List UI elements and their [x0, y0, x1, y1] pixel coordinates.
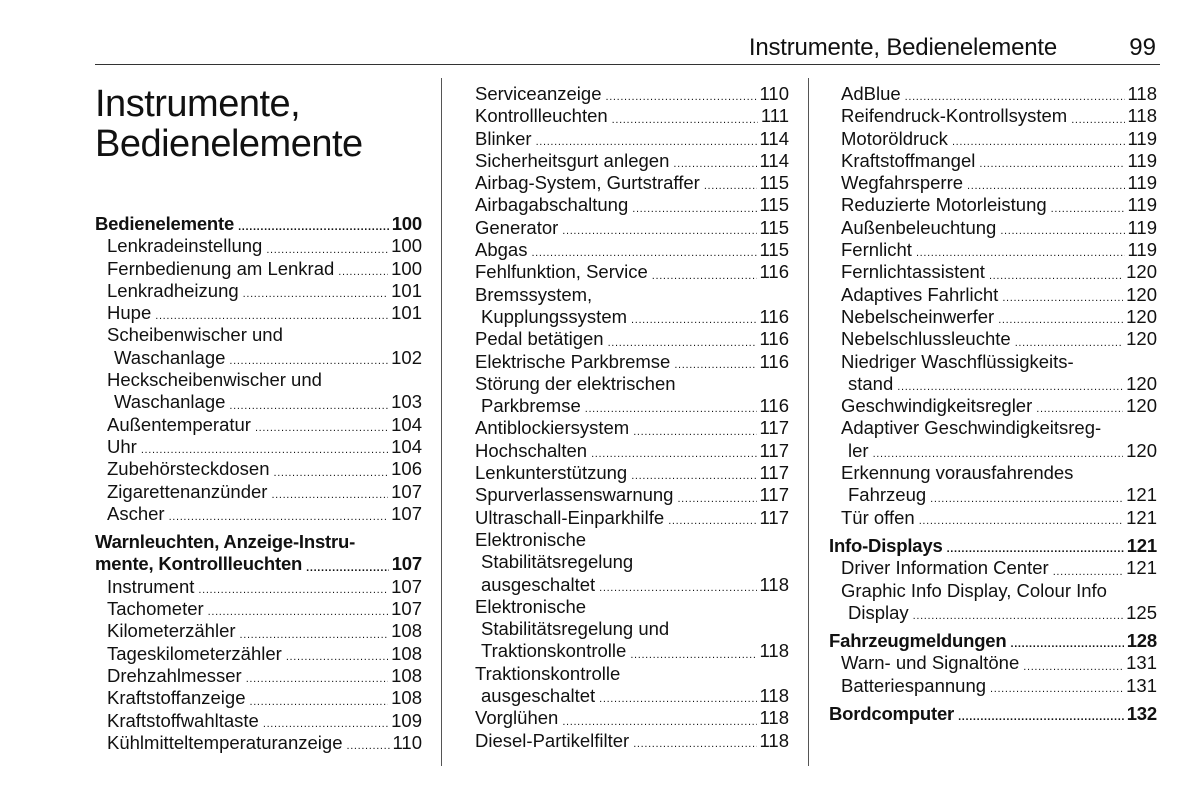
toc-entry[interactable]: Fernbedienung am Lenkrad . . . 100: [95, 258, 422, 280]
toc-entry[interactable]: Batteriespannung . . . 131: [829, 675, 1157, 697]
toc-entry[interactable]: Fernlichtassistent . . . 120: [829, 261, 1157, 283]
toc-entry-line: Erkennung vorausfahrendes: [841, 462, 1074, 484]
toc-entry[interactable]: Driver Information Center . . . 121: [829, 557, 1157, 579]
toc-section[interactable]: Bordcomputer . . . 132: [829, 703, 1157, 725]
toc-entry[interactable]: Hochschalten . . . 117: [475, 440, 789, 462]
toc-entry[interactable]: Tür offen . . . 121: [829, 507, 1157, 529]
running-header: [95, 30, 1160, 65]
toc-entry[interactable]: Diesel-Partikelfilter . . . 118: [475, 730, 789, 752]
toc-column-2: [475, 83, 789, 752]
toc-entry[interactable]: Zubehörsteckdosen . . . 106: [95, 458, 422, 480]
toc-entry[interactable]: Fernlicht . . . 119: [829, 239, 1157, 261]
toc-column-1: [95, 213, 422, 754]
toc-entry[interactable]: Spurverlassenswarnung . . . 117: [475, 484, 789, 506]
toc-entry[interactable]: AdBlue . . . 118: [829, 83, 1157, 105]
toc-entry[interactable]: Airbagabschaltung . . . 115: [475, 194, 789, 216]
toc-entry[interactable]: Motoröldruck . . . 119: [829, 128, 1157, 150]
toc-entry[interactable]: ausgeschaltet . . . 118: [475, 685, 789, 707]
toc-entry[interactable]: Display . . . 125: [829, 602, 1157, 624]
toc-entry-line: Heckscheibenwischer und: [107, 369, 322, 391]
column-divider: [441, 78, 442, 766]
toc-entry[interactable]: Kraftstoffwahltaste . . . 109: [95, 710, 422, 732]
toc-entry[interactable]: stand . . . 120: [829, 373, 1157, 395]
chapter-title: [95, 84, 363, 164]
toc-section[interactable]: mente, Kontrollleuchten . . . 107: [95, 553, 422, 575]
toc-entry[interactable]: Lenkradheizung . . . 101: [95, 280, 422, 302]
toc-entry-line: Elektronische: [475, 595, 587, 617]
chapter-title-line: Instrumente,: [95, 83, 301, 125]
toc-entry[interactable]: Traktionskontrolle . . . 118: [475, 640, 789, 662]
toc-entry[interactable]: Parkbremse . . . 116: [475, 395, 789, 417]
toc-entry[interactable]: Tageskilometerzähler . . . 108: [95, 643, 422, 665]
toc-entry[interactable]: ler . . . 120: [829, 440, 1157, 462]
toc-entry[interactable]: Lenkunterstützung . . . 117: [475, 462, 789, 484]
toc-entry[interactable]: Abgas . . . 115: [475, 239, 789, 261]
toc-entry[interactable]: Uhr . . . 104: [95, 436, 422, 458]
toc-entry[interactable]: Lenkradeinstellung . . . 100: [95, 235, 422, 257]
toc-entry[interactable]: Kühlmitteltemperaturanzeige . . . 110: [95, 732, 422, 754]
toc-entry-line: Graphic Info Display, Colour Info: [841, 579, 1107, 601]
column-divider: [808, 78, 809, 766]
running-header-title: Instrumente, Bedienelemente: [748, 34, 1057, 61]
toc-entry[interactable]: Nebelschlussleuchte . . . 120: [829, 328, 1157, 350]
toc-entry[interactable]: Vorglühen . . . 118: [475, 707, 789, 729]
toc-entry[interactable]: Reduzierte Motorleistung . . . 119: [829, 194, 1157, 216]
toc-entry[interactable]: Pedal betätigen . . . 116: [475, 328, 789, 350]
toc-entry[interactable]: Blinker . . . 114: [475, 128, 789, 150]
toc-entry[interactable]: Hupe . . . 101: [95, 302, 422, 324]
toc-entry[interactable]: Tachometer . . . 107: [95, 598, 422, 620]
toc-entry[interactable]: Außenbeleuchtung . . . 119: [829, 217, 1157, 239]
toc-entry[interactable]: Adaptives Fahrlicht . . . 120: [829, 284, 1157, 306]
toc-section[interactable]: Bedienelemente . . . 100: [95, 213, 422, 235]
toc-entry[interactable]: Elektrische Parkbremse . . . 116: [475, 351, 789, 373]
toc-section[interactable]: Fahrzeugmeldungen . . . 128: [829, 630, 1157, 652]
toc-entry-line: Elektronische: [475, 528, 587, 550]
toc-entry[interactable]: Sicherheitsgurt anlegen . . . 114: [475, 150, 789, 172]
toc-entry[interactable]: Wegfahrsperre . . . 119: [829, 172, 1157, 194]
toc-entry[interactable]: Instrument . . . 107: [95, 576, 422, 598]
toc-entry[interactable]: Kraftstoffanzeige . . . 108: [95, 687, 422, 709]
page-number: 99: [1129, 34, 1156, 61]
toc-entry[interactable]: Warn- und Signaltöne . . . 131: [829, 652, 1157, 674]
toc-entry-line: Traktionskontrolle: [475, 662, 621, 684]
toc-entry[interactable]: Drehzahlmesser . . . 108: [95, 665, 422, 687]
toc-entry-line: Bremssystem,: [475, 283, 593, 305]
toc-entry-line: Niedriger Waschflüssigkeits-: [841, 350, 1074, 372]
toc-entry-line: Stabilitätsregelung und: [481, 618, 670, 640]
toc-entry[interactable]: Außentemperatur . . . 104: [95, 414, 422, 436]
toc-column-3: [829, 83, 1157, 725]
toc-section[interactable]: Info-Displays . . . 121: [829, 535, 1157, 557]
toc-entry-line: Störung der elektrischen: [475, 372, 676, 394]
toc-entry[interactable]: Airbag-System, Gurtstraffer . . . 115: [475, 172, 789, 194]
toc-entry[interactable]: Antiblockiersystem . . . 117: [475, 417, 789, 439]
toc-entry[interactable]: Fehlfunktion, Service . . . 116: [475, 261, 789, 283]
toc-entry[interactable]: Reifendruck-Kontrollsystem . . . 118: [829, 105, 1157, 127]
toc-entry[interactable]: Waschanlage . . . 102: [95, 347, 422, 369]
toc-entry[interactable]: Kraftstoffmangel . . . 119: [829, 150, 1157, 172]
toc-entry[interactable]: Zigarettenanzünder . . . 107: [95, 481, 422, 503]
toc-entry-line: Adaptiver Geschwindigkeitsreg-: [841, 417, 1102, 439]
toc-entry[interactable]: Nebelscheinwerfer . . . 120: [829, 306, 1157, 328]
toc-entry[interactable]: Ascher . . . 107: [95, 503, 422, 525]
toc-entry[interactable]: Waschanlage . . . 103: [95, 391, 422, 413]
toc-entry[interactable]: Geschwindigkeitsregler . . . 120: [829, 395, 1157, 417]
toc-entry[interactable]: Kontrollleuchten . . . 111: [475, 105, 789, 127]
toc-entry-line: Scheibenwischer und: [107, 324, 283, 346]
chapter-title-line: Bedienelemente: [95, 123, 363, 165]
toc-entry-line: Stabilitätsregelung: [481, 551, 634, 573]
toc-entry[interactable]: Serviceanzeige . . . 110: [475, 83, 789, 105]
toc-entry[interactable]: Kilometerzähler . . . 108: [95, 620, 422, 642]
toc-section-line: Warnleuchten, Anzeige-Instru-: [95, 531, 356, 553]
toc-entry[interactable]: Generator . . . 115: [475, 217, 789, 239]
toc-entry[interactable]: Kupplungssystem . . . 116: [475, 306, 789, 328]
toc-entry[interactable]: ausgeschaltet . . . 118: [475, 574, 789, 596]
toc-entry[interactable]: Ultraschall-Einparkhilfe . . . 117: [475, 507, 789, 529]
toc-entry[interactable]: Fahrzeug . . . 121: [829, 484, 1157, 506]
